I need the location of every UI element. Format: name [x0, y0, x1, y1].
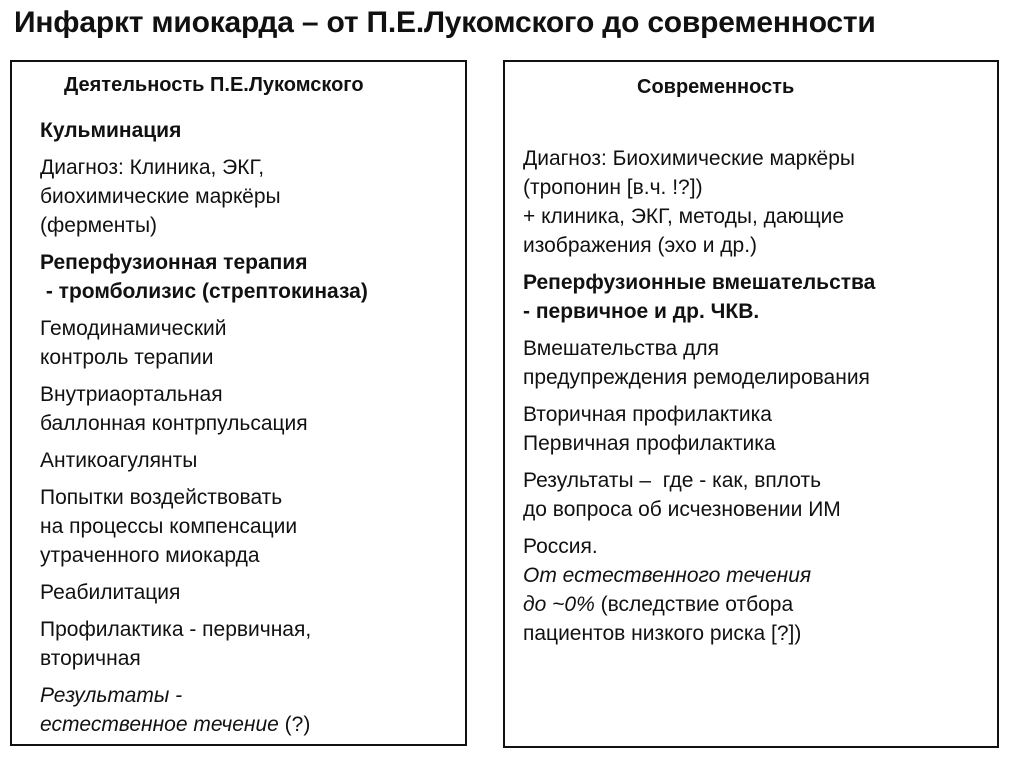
list-item [40, 681, 457, 739]
item-line: предупреждения ремоделирования [523, 366, 870, 389]
item-line: Вмешательства для [523, 337, 719, 360]
item-line: Профилактика - первичная, [40, 618, 312, 641]
right-panel-modern [503, 60, 999, 748]
item-line: Попытки воздействовать [40, 486, 283, 509]
list-item [40, 314, 457, 372]
item-line: утраченного миокарда [40, 544, 260, 567]
right-panel-heading: Современность [637, 76, 795, 98]
left-items-list [40, 116, 457, 747]
item-line: баллонная контрпульсация [40, 412, 308, 435]
list-item [523, 268, 989, 326]
item-text-italic: естественное течение [40, 713, 279, 736]
left-panel-lukomsky [10, 60, 467, 746]
list-item [40, 446, 457, 475]
item-line: От естественного течения [523, 564, 812, 587]
item-line: пациентов низкого риска [?]) [523, 622, 802, 645]
item-line: биохимические маркёры [40, 185, 281, 208]
item-line: + клиника, ЭКГ, методы, дающие [523, 205, 845, 228]
list-item [40, 116, 457, 145]
item-text: (?) [278, 713, 311, 736]
item-line: Гемодинамический [40, 317, 227, 340]
page-title: Инфаркт миокарда – от П.Е.Лукомского до современности [14, 6, 876, 39]
item-line: Реперфузионная терапия [40, 251, 308, 274]
item-line: Диагноз: Клиника, ЭКГ, [40, 156, 265, 179]
item-line: - первичное и др. ЧКВ. [523, 300, 760, 323]
item-line: (тропонин [в.ч. !?]) [523, 176, 703, 199]
item-line [523, 590, 989, 619]
list-item [523, 532, 989, 648]
item-line: контроль терапии [40, 346, 214, 369]
item-line: Вторичная профилактика [523, 403, 772, 426]
list-item [40, 578, 457, 607]
list-item [523, 334, 989, 392]
item-line: вторичная [40, 647, 141, 670]
list-item [40, 483, 457, 570]
item-line: Результаты – где - как, вплоть [523, 469, 822, 492]
item-line: Реабилитация [40, 581, 181, 604]
list-item [40, 153, 457, 240]
list-item [40, 248, 457, 306]
list-item [40, 380, 457, 438]
item-line: Антикоагулянты [40, 449, 198, 472]
item-line: до вопроса об исчезновении ИМ [523, 498, 841, 521]
list-item [523, 466, 989, 524]
list-item [523, 400, 989, 458]
item-line [40, 710, 457, 739]
list-item [523, 144, 989, 260]
item-line: изображения (эхо и др.) [523, 234, 758, 257]
item-line: Россия. [523, 535, 598, 558]
item-line: на процессы компенсации [40, 515, 298, 538]
list-item [40, 615, 457, 673]
item-line: Реперфузионные вмешательства [523, 271, 876, 294]
item-text: (вследствие отбора [594, 593, 794, 616]
right-items-list [523, 144, 989, 656]
item-line: - тромболизис (стрептокиназа) [40, 280, 368, 303]
item-line: Диагноз: Биохимические маркёры [523, 147, 855, 170]
item-line: Результаты - [40, 684, 183, 707]
left-panel-heading: Деятельность П.Е.Лукомского [64, 74, 364, 96]
item-line: Кульминация [40, 119, 182, 142]
item-text-italic: до ~0% [523, 593, 595, 616]
item-line: Первичная профилактика [523, 432, 776, 455]
item-line: (ферменты) [40, 214, 158, 237]
item-line: Внутриаортальная [40, 383, 223, 406]
